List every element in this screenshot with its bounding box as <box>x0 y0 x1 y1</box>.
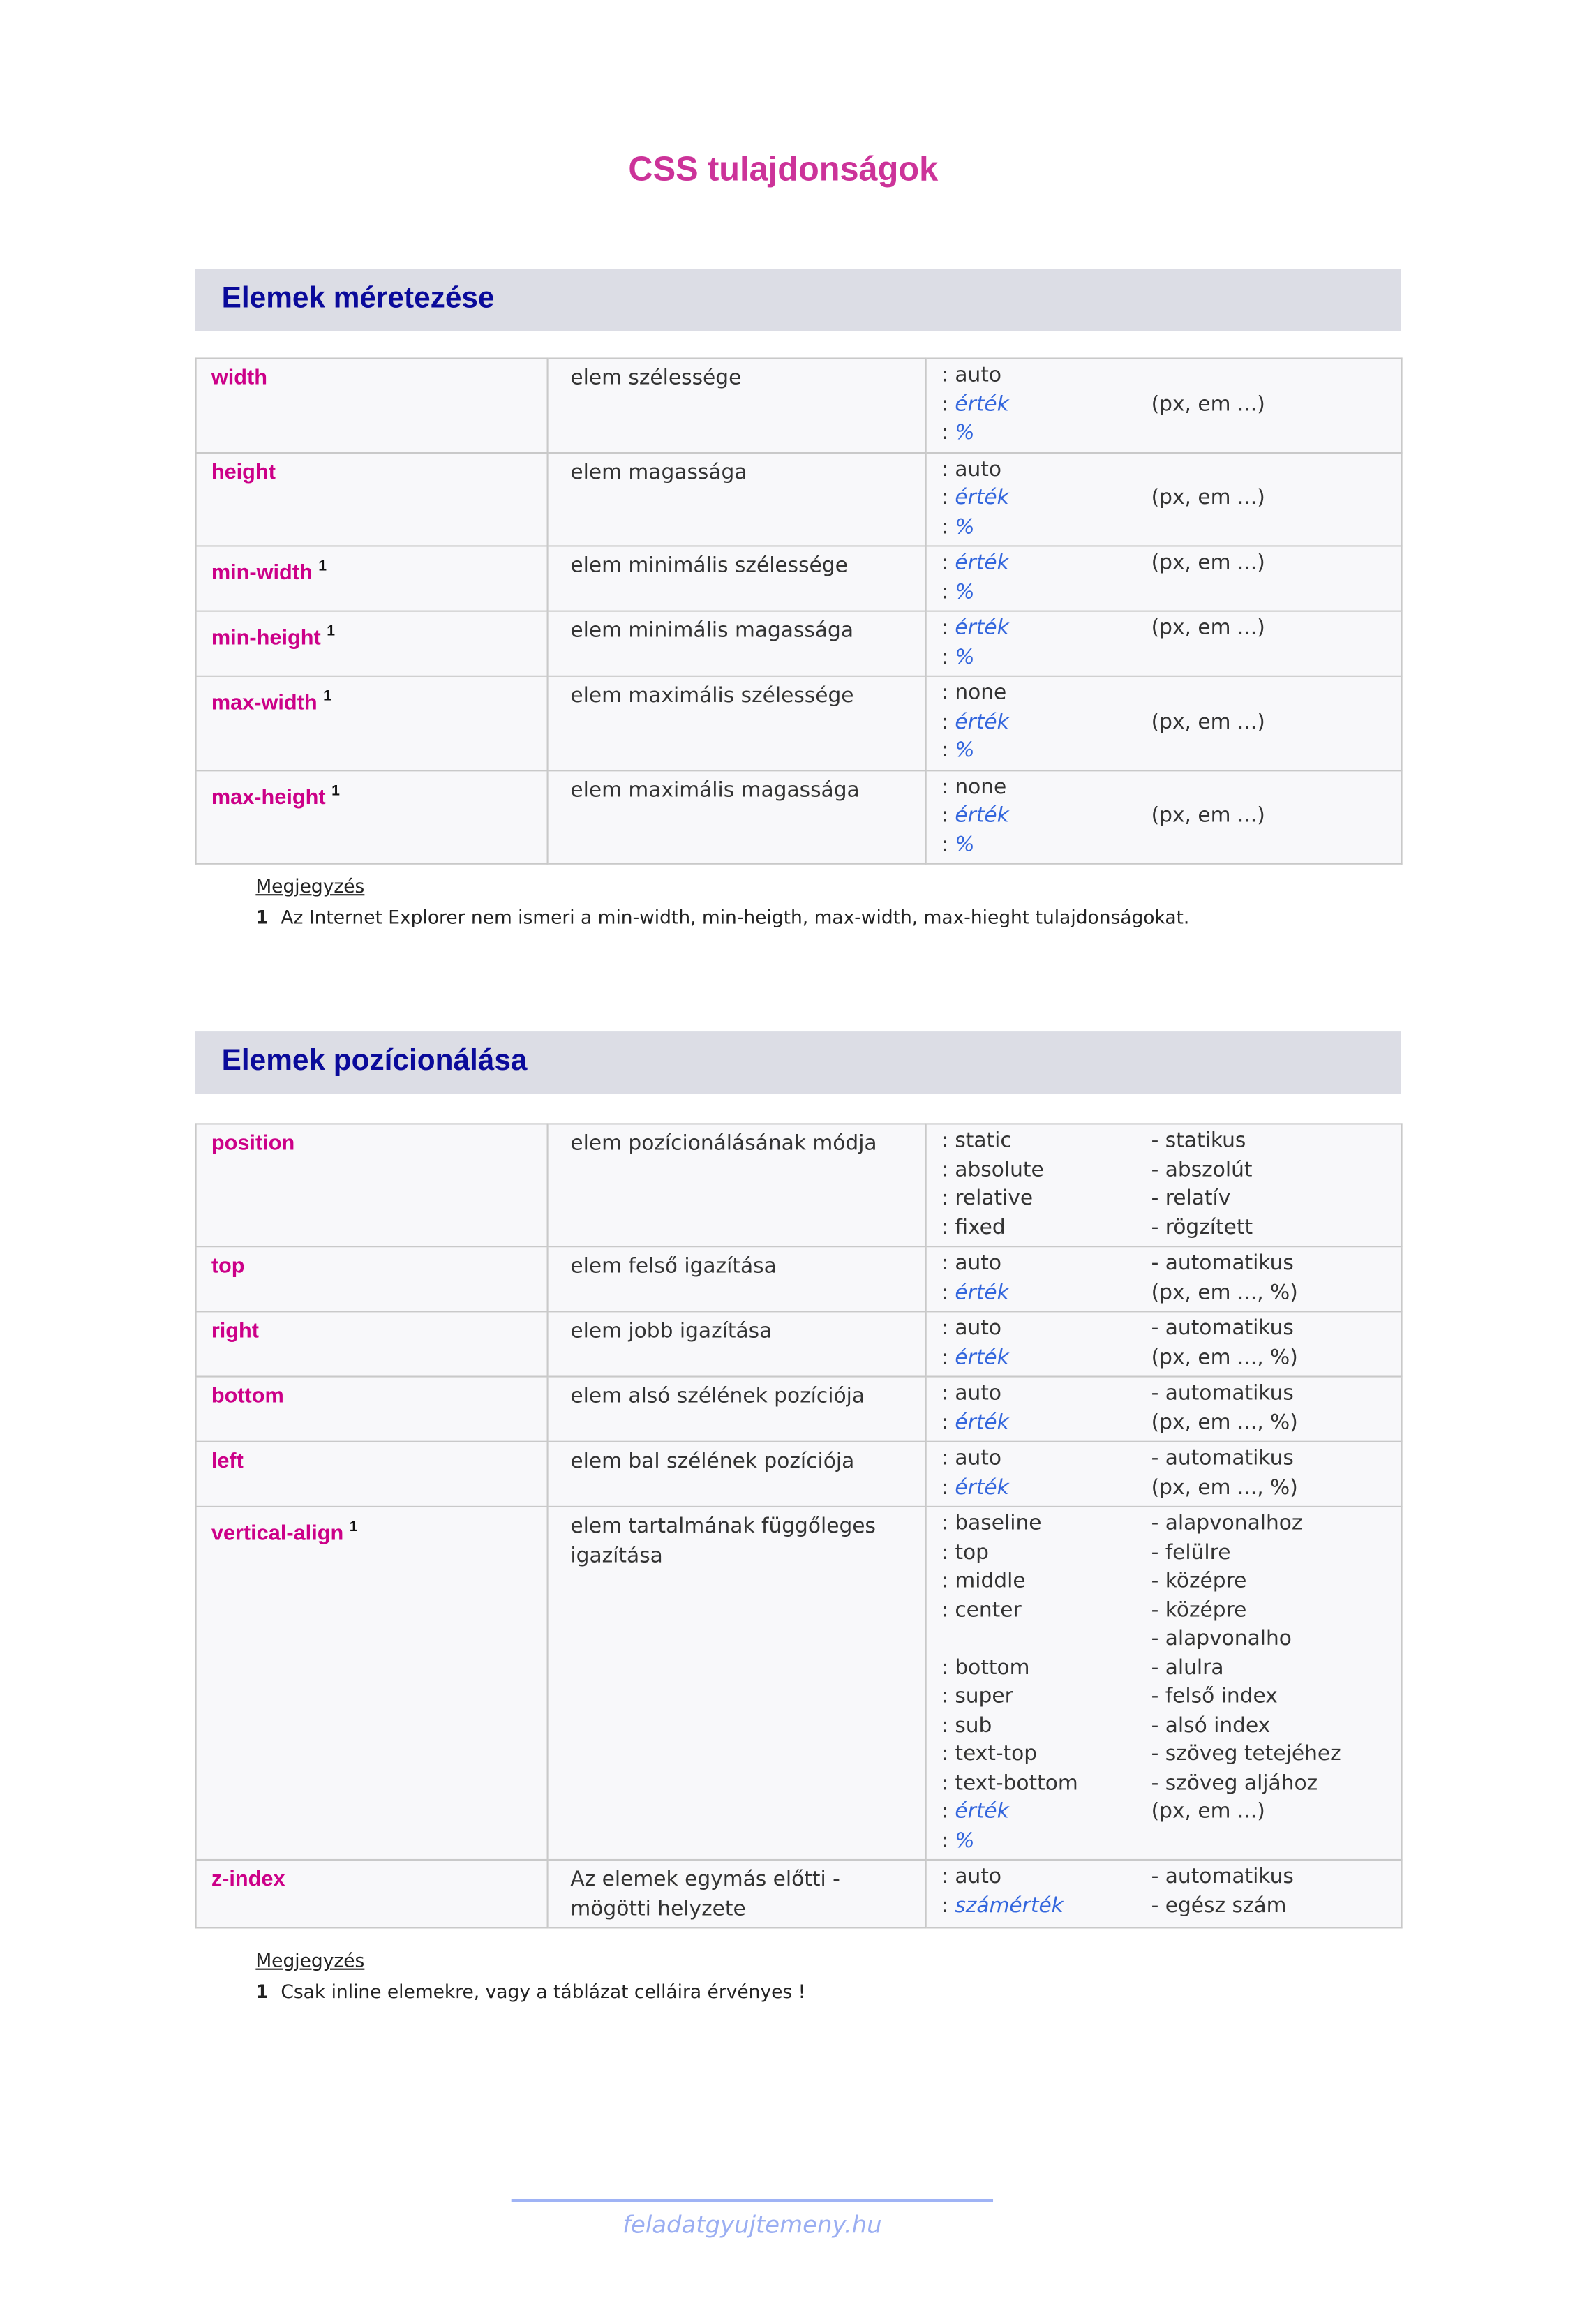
value-note: - középre <box>1151 1598 1247 1623</box>
property-cell <box>196 1311 548 1376</box>
property-name: vertical-align <box>211 1522 344 1546</box>
value-option: : baseline <box>941 1512 1042 1536</box>
value-line <box>941 456 1401 484</box>
description-cell <box>548 1377 926 1442</box>
property-description: elem pozícionálásának módja <box>570 1132 877 1156</box>
description-cell <box>548 546 926 611</box>
values-cell <box>926 1246 1402 1311</box>
value-line <box>941 1185 1401 1214</box>
value-option: : auto <box>941 1381 1002 1405</box>
footnote-text: Csak inline elemekre, vagy a táblázat celláira érvényes ! <box>281 1980 806 2003</box>
table-row <box>196 770 1402 863</box>
property-name: z-index <box>211 1867 285 1892</box>
value-option: % <box>955 514 975 539</box>
value-option: : static <box>941 1128 1012 1153</box>
value-option: érték <box>955 803 1009 828</box>
value-note: - abszolút <box>1151 1158 1253 1182</box>
value-line <box>941 803 1401 831</box>
colon: : <box>941 1893 955 1918</box>
value-line <box>941 1128 1401 1156</box>
colon: : <box>941 645 955 669</box>
description-cell <box>548 1311 926 1376</box>
value-line <box>941 362 1401 391</box>
colon: : <box>941 392 955 417</box>
value-line <box>941 738 1401 766</box>
value-option: : auto <box>941 457 1002 482</box>
value-note: (px, em ...) <box>1151 486 1265 510</box>
value-line <box>941 1770 1401 1798</box>
value-line <box>941 615 1401 643</box>
value-option: : text-bottom <box>941 1770 1078 1795</box>
value-option: érték <box>955 1800 1009 1824</box>
value-line <box>941 485 1401 514</box>
value-note: - egész szám <box>1151 1893 1287 1918</box>
colon: : <box>941 710 955 734</box>
description-cell <box>548 1860 926 1927</box>
value-option: % <box>955 421 975 445</box>
footnote-number: 1 <box>255 1980 269 2003</box>
value-line <box>941 1827 1401 1856</box>
value-line <box>941 680 1401 708</box>
value-note: - felülre <box>1151 1540 1231 1565</box>
value-option: : sub <box>941 1713 992 1738</box>
footnote-ref: 1 <box>323 688 331 706</box>
property-description: elem tartalmának függőleges igazítása <box>570 1514 877 1567</box>
value-note: - automatikus <box>1151 1865 1294 1889</box>
value-note: - statikus <box>1151 1128 1246 1153</box>
value-option: : relative <box>941 1186 1034 1211</box>
value-option: számérték <box>955 1893 1064 1918</box>
property-name: max-width <box>211 692 318 715</box>
colon: : <box>941 1280 955 1304</box>
values-cell <box>926 770 1402 863</box>
values-cell <box>926 359 1402 452</box>
value-note: - automatikus <box>1151 1251 1294 1276</box>
colon: : <box>941 1475 955 1500</box>
value-line <box>941 1625 1401 1654</box>
description-cell <box>548 770 926 863</box>
colon: : <box>941 1800 955 1824</box>
table-row <box>196 1507 1402 1860</box>
value-line <box>941 1279 1401 1308</box>
values-cell <box>926 1507 1402 1860</box>
value-note: - felső index <box>1151 1685 1278 1708</box>
property-name: position <box>211 1132 295 1156</box>
value-note: (px, em ...) <box>1151 616 1265 640</box>
colon: : <box>941 1828 955 1853</box>
table-row <box>196 1311 1402 1376</box>
value-option: : auto <box>941 1447 1002 1471</box>
value-note: - relatív <box>1151 1186 1231 1211</box>
value-line <box>941 1409 1401 1438</box>
value-note: - alulra <box>1151 1655 1224 1680</box>
value-line <box>941 1893 1401 1921</box>
section-heading-text: Elemek pozícionálása <box>221 1045 528 1078</box>
property-cell <box>196 1124 548 1246</box>
values-cell <box>926 1860 1402 1927</box>
property-name: top <box>211 1254 245 1278</box>
value-line <box>941 1214 1401 1243</box>
footnote-heading: Megjegyzés <box>255 874 365 897</box>
values-cell <box>926 546 1402 611</box>
colon: : <box>941 486 955 510</box>
property-cell <box>196 770 548 863</box>
property-description: Az elemek egymás előtti - mögötti helyzete <box>570 1867 840 1921</box>
property-cell <box>196 1246 548 1311</box>
colon: : <box>941 833 955 857</box>
table-row <box>196 1860 1402 1927</box>
value-line <box>941 550 1401 579</box>
value-note: - automatikus <box>1151 1447 1294 1471</box>
colon: : <box>941 580 955 604</box>
property-name: min-height <box>211 626 321 650</box>
value-option: : super <box>941 1685 1013 1708</box>
value-option: : fixed <box>941 1215 1006 1239</box>
value-option: : top <box>941 1540 989 1565</box>
value-line <box>941 708 1401 737</box>
values-cell <box>926 676 1402 770</box>
footnote <box>255 875 1189 928</box>
value-option: érték <box>955 1410 1009 1435</box>
value-option: % <box>955 1828 975 1853</box>
section-heading <box>195 1031 1401 1094</box>
table-row <box>196 359 1402 452</box>
property-description: elem magassága <box>570 460 747 484</box>
property-name: max-height <box>211 785 326 810</box>
footnote-ref: 1 <box>349 1519 358 1536</box>
value-option: érték <box>955 616 1009 640</box>
value-note: (px, em ...) <box>1151 803 1265 828</box>
footer-site-name: feladatgyujtemeny.hu <box>622 2210 882 2239</box>
property-cell <box>196 1377 548 1442</box>
value-line <box>941 1445 1401 1474</box>
description-cell <box>548 452 926 546</box>
table-row <box>196 1442 1402 1507</box>
description-cell <box>548 676 926 770</box>
value-note: - szöveg tetejéhez <box>1151 1742 1341 1766</box>
description-cell <box>548 359 926 452</box>
value-note: (px, em ..., %) <box>1151 1410 1298 1435</box>
property-name: width <box>211 366 267 391</box>
value-line <box>941 1474 1401 1502</box>
property-cell <box>196 359 548 452</box>
property-description: elem minimális szélessége <box>570 554 848 578</box>
value-option: : auto <box>941 1865 1002 1889</box>
value-option: : auto <box>941 363 1002 387</box>
table-row <box>196 452 1402 546</box>
colon: : <box>941 1410 955 1435</box>
value-option: érték <box>955 486 1009 510</box>
property-description: elem minimális magassága <box>570 619 854 643</box>
property-description: elem bal szélének pozíciója <box>570 1449 855 1474</box>
value-line <box>941 514 1401 542</box>
table-row <box>196 611 1402 676</box>
values-cell <box>926 1442 1402 1507</box>
property-description: elem maximális szélessége <box>570 684 854 708</box>
value-note: (px, em ...) <box>1151 551 1265 575</box>
property-description: elem jobb igazítása <box>570 1320 773 1343</box>
value-line <box>941 1863 1401 1892</box>
value-option: % <box>955 645 975 669</box>
value-option: : center <box>941 1598 1022 1623</box>
value-note: - automatikus <box>1151 1316 1294 1341</box>
footnote-ref: 1 <box>331 782 340 799</box>
value-note: (px, em ..., %) <box>1151 1475 1298 1500</box>
value-note: - alapvonalho <box>1151 1627 1292 1651</box>
value-line <box>941 1156 1401 1185</box>
value-option: érték <box>955 1475 1009 1500</box>
colon: : <box>941 616 955 640</box>
table-row <box>196 1124 1402 1246</box>
value-option: érték <box>955 392 1009 417</box>
value-option: : auto <box>941 1251 1002 1276</box>
description-cell <box>548 1246 926 1311</box>
value-note: - szöveg aljához <box>1151 1770 1318 1795</box>
value-line <box>941 579 1401 607</box>
colon: : <box>941 803 955 828</box>
property-name: right <box>211 1320 260 1343</box>
footer-divider <box>512 2199 993 2202</box>
value-option: érték <box>955 551 1009 575</box>
values-cell <box>926 1311 1402 1376</box>
section-heading <box>195 269 1401 331</box>
value-line <box>941 1315 1401 1344</box>
value-note: (px, em ..., %) <box>1151 1345 1298 1369</box>
value-option: : text-top <box>941 1742 1038 1766</box>
description-cell <box>548 1124 926 1246</box>
table-row <box>196 1246 1402 1311</box>
value-note: - rögzített <box>1151 1215 1253 1239</box>
value-note: (px, em ..., %) <box>1151 1280 1298 1304</box>
table-row <box>196 546 1402 611</box>
value-line <box>941 419 1401 448</box>
property-description: elem felső igazítása <box>570 1254 777 1278</box>
value-option: érték <box>955 1280 1009 1304</box>
value-note: (px, em ...) <box>1151 392 1265 417</box>
value-line <box>941 1380 1401 1409</box>
value-option: : none <box>941 681 1007 706</box>
value-line <box>941 1539 1401 1567</box>
value-note: - középre <box>1151 1569 1247 1593</box>
property-cell <box>196 611 548 676</box>
colon: : <box>941 551 955 575</box>
value-option: érték <box>955 1345 1009 1369</box>
section-heading-text: Elemek méretezése <box>221 282 495 315</box>
values-cell <box>926 1377 1402 1442</box>
property-name: height <box>211 460 276 484</box>
value-line <box>941 1798 1401 1827</box>
value-line <box>941 1250 1401 1278</box>
footnote-ref: 1 <box>318 558 327 575</box>
value-line <box>941 831 1401 860</box>
value-line <box>941 1741 1401 1770</box>
value-option: : middle <box>941 1569 1026 1593</box>
value-option: % <box>955 833 975 857</box>
footnote-number: 1 <box>255 906 269 928</box>
value-option: : absolute <box>941 1158 1044 1182</box>
values-cell <box>926 1124 1402 1246</box>
properties-table <box>195 1123 1403 1928</box>
property-cell <box>196 546 548 611</box>
property-cell <box>196 452 548 546</box>
property-description: elem szélessége <box>570 366 742 391</box>
page-title: CSS tulajdonságok <box>628 149 939 188</box>
property-cell <box>196 1507 548 1860</box>
value-line <box>941 1510 1401 1539</box>
property-name: bottom <box>211 1385 284 1409</box>
footnote <box>255 1949 805 2002</box>
value-note: - alapvonalhoz <box>1151 1512 1303 1536</box>
values-cell <box>926 611 1402 676</box>
table-row <box>196 676 1402 770</box>
value-note: - automatikus <box>1151 1381 1294 1405</box>
value-line <box>941 1597 1401 1625</box>
property-description: elem maximális magassága <box>570 777 860 802</box>
footnote-ref: 1 <box>327 623 336 640</box>
value-note: (px, em ...) <box>1151 710 1265 734</box>
properties-table <box>195 357 1403 864</box>
value-option: : none <box>941 775 1007 799</box>
value-line <box>941 391 1401 419</box>
property-name: min-width <box>211 561 313 586</box>
value-option: % <box>955 580 975 604</box>
value-option: : auto <box>941 1316 1002 1341</box>
property-description: elem alsó szélének pozíciója <box>570 1385 865 1409</box>
value-line <box>941 1568 1401 1597</box>
table-row <box>196 1377 1402 1442</box>
value-line <box>941 643 1401 672</box>
value-line <box>941 1712 1401 1740</box>
value-option: érték <box>955 710 1009 734</box>
value-line <box>941 1655 1401 1683</box>
value-option: % <box>955 738 975 763</box>
value-note: - alsó index <box>1151 1713 1271 1738</box>
footnote-text: Az Internet Explorer nem ismeri a min-width, min-heigth, max-width, max-hieght tulajdonságokat. <box>281 906 1190 928</box>
value-line <box>941 774 1401 803</box>
colon: : <box>941 421 955 445</box>
values-cell <box>926 452 1402 546</box>
description-cell <box>548 611 926 676</box>
description-cell <box>548 1442 926 1507</box>
value-line <box>941 1344 1401 1373</box>
colon: : <box>941 738 955 763</box>
value-note: (px, em ...) <box>1151 1800 1265 1824</box>
colon: : <box>941 514 955 539</box>
description-cell <box>548 1507 926 1860</box>
value-option: : bottom <box>941 1655 1030 1680</box>
property-cell <box>196 676 548 770</box>
value-line <box>941 1683 1401 1712</box>
colon: : <box>941 1345 955 1369</box>
property-cell <box>196 1860 548 1927</box>
property-name: left <box>211 1449 244 1474</box>
footnote-heading: Megjegyzés <box>255 1949 365 1971</box>
property-cell <box>196 1442 548 1507</box>
